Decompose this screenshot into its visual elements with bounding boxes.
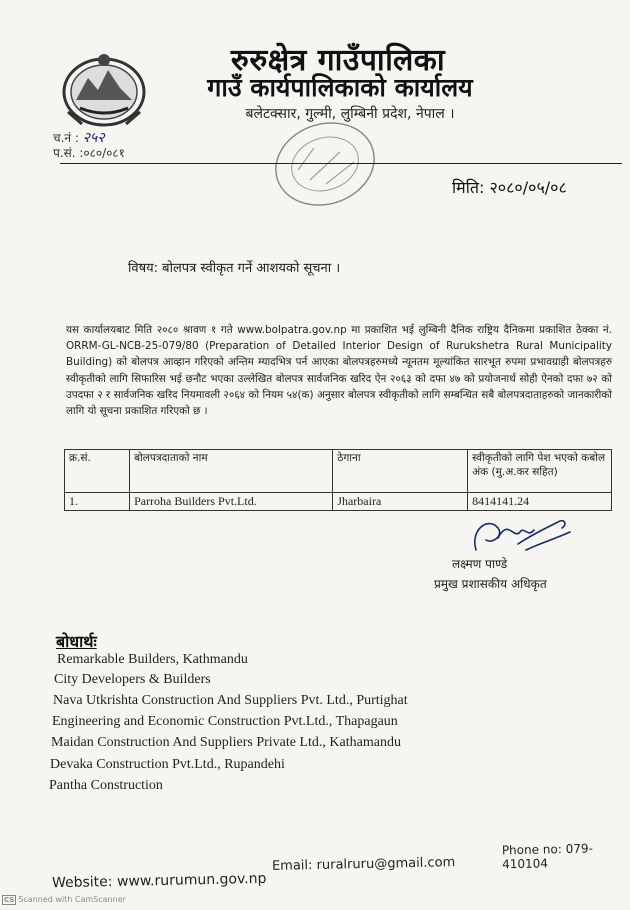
cell-bid-amount: 8414141.24 [468,493,612,511]
office-title: गाउँ कार्यपालिकाको कार्यालय [207,73,473,102]
cc-item: Pantha Construction [49,778,163,793]
header-bid-amount: स्वीकृतीको लागि पेश भएको कबोल अंक (मु.अ.कर सहित) [468,450,612,493]
footer-email: Email: ruralruru@gmail.com [271,855,456,874]
cc-item: Nava Utkrishta Construction And Suppliers Pvt. Ltd., Purtighat [53,693,408,708]
cc-item: Engineering and Economic Construction Pvt.Ltd., Thapagaun [52,714,398,729]
office-stamp [270,118,380,210]
signer-name: लक्ष्मण पाण्डे [452,557,508,571]
cc-item: Devaka Construction Pvt.Ltd., Rupandehi [50,757,285,772]
footer-website: Website: www.rurumun.gov.np [51,870,267,892]
chalani-value: २५२ [82,130,105,146]
cc-item: City Developers & Builders [54,672,211,687]
header-bidder-name: बोलपत्रदाताको नाम [130,450,333,493]
scanner-badge: CS [4,896,15,904]
municipality-title: रुरुक्षेत्र गाउँपालिका [230,43,446,78]
bidders-table [64,449,612,511]
cell-bidder-name: Parroha Builders Pvt.Ltd. [130,493,333,511]
cc-item: Remarkable Builders, Kathmandu [57,652,248,667]
cc-title: बोधार्थः [56,632,97,651]
scanner-watermark [2,895,126,905]
header-address: ठेगाना [333,450,468,493]
header-divider [60,163,622,164]
cell-address: Jharbaira [333,493,468,511]
office-address: बलेटक्सार, गुल्मी, लुम्बिनी प्रदेश, नेपाल । [245,106,455,122]
nepal-emblem-logo [58,48,150,130]
header-sn: क्र.सं. [65,450,130,493]
scanner-text: Scanned with CamScanner [18,895,126,904]
cc-item: Maidan Construction And Suppliers Private Ltd., Kathamandu [51,735,401,750]
subject-line: विषय: बोलपत्र स्वीकृत गर्ने आशयको सूचना । [128,261,341,276]
signer-title: प्रमुख प्रशासकीय अधिकृत [434,577,547,591]
table-header-row [65,450,612,493]
letter-date: मिति: २०८०/०५/०८ [452,178,567,197]
footer-phone: Phone no: 079-410104 [501,841,594,872]
notice-body: यस कार्यालयबाट मिति २०८० श्रावण १ गते www.bolpatra.gov.np मा प्रकाशित भई लुम्बिनी दैनिक राष्ट्रिय दैनिकमा प्रकाशित ठेक्का नं. ORRM-GL-NCB-25-079/80 (Preparation of Detailed Interior Design of Rurukshetra Rural Municipality Building) को बोलपत्र आव्हान गरिएको अन्तिम म्यादभित्र पर्न आएका बोलपत्रहरुमध्ये न्यूनतम मूल्यांकित सारभूत रुपमा प्रभावग्राही बोलपत्रहरु स्वीकृतीको लागि सिफारिस भई छनौट भएका उल्लेखित बोलपत्र सार्वजनिक खरिद ऐन २०६३ को दफा ४७ को प्रयोजनार्थ सोही ऐनको दफा ७२ को उपदफा २ र सार्वजनिक खरिद नियमावली २०६४ को नियम ५४(क) अनुसार बोलपत्र स्वीकृतीको लागि सम्बन्धित सबै बोलपत्रदाताहरुको जानकारीको लागि यो सूचना प्रकाशित गरिएको छ । [66,324,612,418]
patra-sankhya: प.सं. :०८०/०८१ [53,146,125,160]
handwritten-signature [468,510,578,558]
table-row [65,493,612,511]
cell-sn: 1. [65,493,130,511]
chalani-label: च.नं : [53,131,79,145]
